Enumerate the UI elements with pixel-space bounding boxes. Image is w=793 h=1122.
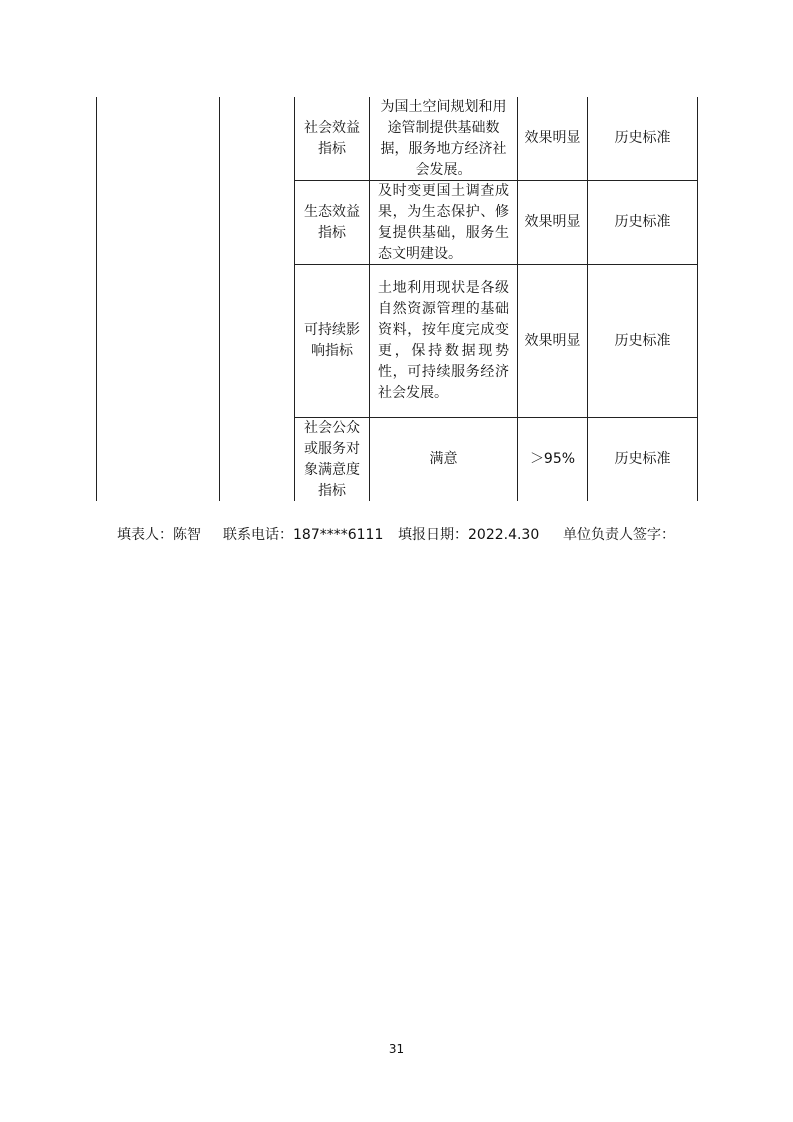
table-cell-content: 土地利用现状是各级自然资源管理的基础资料，按年度完成变更，保持数据现势性，可持续服务经济社会发展。 [378,280,509,401]
table-cell-standard: 历史标准 [614,332,671,349]
contact-phone: 联系电话：187****6111 [223,527,384,543]
table-cell-value: 效果明显 [524,214,581,230]
fill-date: 填报日期：2022.4.30 [398,527,540,543]
table-border-left [96,97,97,501]
form-footer [117,524,675,544]
signature-label: 单位负责人签字： [563,527,675,543]
table-cell-content: 满意 [429,451,458,467]
table-border-right [697,97,698,501]
table-cell-indicator: 社会公众或服务对象满意度指标 [304,419,360,499]
table-cell-value: 效果明显 [524,130,581,146]
filler-name: 填表人：陈智 [117,527,201,543]
table-cell-standard: 历史标准 [614,214,671,230]
table-cell-standard: 历史标准 [614,130,671,146]
table-cell-indicator: 社会效益指标 [304,119,360,157]
table-cell-standard: 历史标准 [614,451,671,467]
table-cell-content: 为国土空间规划和用途管制提供基础数据，服务地方经济社会发展。 [380,98,507,178]
table-cell-content: 及时变更国土调查成果，为生态保护、修复提供基础，服务生态文明建设。 [378,182,509,262]
page-number: 31 [388,1042,405,1056]
table-cell-value: ＞95% [529,451,576,467]
table-divider-col1 [219,97,220,501]
table-cell-indicator: 生态效益指标 [304,203,360,241]
table-cell-indicator: 可持续影响指标 [304,322,360,359]
table-cell-value: 效果明显 [524,332,581,349]
